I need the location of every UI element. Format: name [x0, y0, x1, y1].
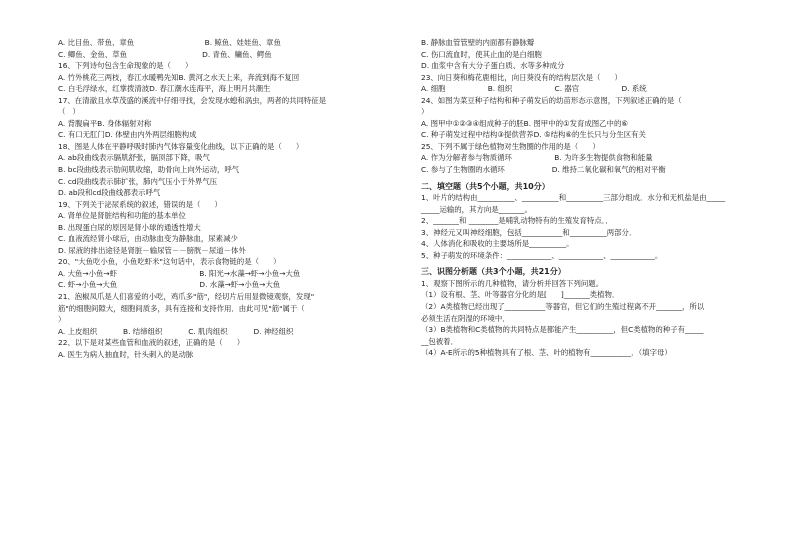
text-line: ）	[58, 315, 66, 325]
text-line: A. 大鱼→小鱼→虾 B. 阳光→水藻→虾→小鱼→大鱼	[58, 268, 301, 278]
text-line: D. ab段和cd段曲线都表示呼气	[58, 188, 161, 198]
text-line: C. 白毛浮绿水，红掌拨清波D. 春江潮水连海平，海上明月共潮生	[58, 84, 271, 94]
text-line: A. 细胞 B. 组织 C. 器官 D. 系统	[421, 84, 647, 94]
question-19: 19、下列关于泌尿系统的叙述，错误的是（ ）	[58, 199, 222, 209]
text-line: C. 有口无肛门D. 体壁由内外两层细胞构成	[58, 130, 197, 140]
text-line: C. 种子萌发过程中结构③提供营养D. ⑤结构⑥的生长只与分生区有关	[421, 130, 646, 140]
fill-item: _____运输的，其方向是_______。	[421, 204, 532, 214]
text-line: C. 参与了生物圈的水循环 D. 维持二氧化碳和氧气的相对平衡	[421, 165, 666, 175]
section-heading-diagram: 三、识图分析题（共3个小题，共21分）	[421, 267, 566, 277]
question-20: 20、"大鱼吃小鱼，小鱼吃虾米"这句话中，表示食物链的是（ ）	[58, 257, 281, 267]
fill-item: 3、神经元又叫神经细胞，包括___________和__________两部分．	[421, 227, 637, 237]
text-line: C. 虾→小鱼→大鱼 D. 水藻→虾→小鱼→大鱼	[58, 280, 281, 290]
section-heading-fill: 二、填空题（共5个小题，共10分）	[421, 181, 550, 191]
diagram-item: 1、观察下图所示的几种植物，请分析并回答下列问题。	[421, 278, 604, 288]
text-line: A. 图甲中①②③④组成种子的胚B. 图甲中的①发育成图乙中的⑥	[421, 118, 628, 128]
text-line: A. ab段曲线表示膈肌舒张，膈顶部下降，吸气	[58, 153, 210, 163]
text-line: A. 背腹扁平B. 身体辐射对称	[58, 118, 152, 128]
diagram-item: 必须生活在阴湿的环境中．	[421, 313, 510, 323]
right-column	[421, 37, 771, 359]
diagram-item: （3）B类植物和C类植物的共同特点是都能产生__________，但C类植物的种子有_____	[421, 325, 704, 335]
question-24: 24、如图为菜豆种子结构和种子萌发后的幼苗形态示意图，下列叙述正确的是（	[421, 95, 682, 105]
diagram-item: （1）设有根、茎、叶等器官分化的是[ ]_______类植物．	[421, 290, 620, 300]
text-line: A. 比目鱼、带鱼、章鱼 B. 鲸鱼、娃娃鱼、章鱼	[58, 38, 281, 47]
diagram-item: （4）A-E所示的5种植物具有了根、茎、叶的植物有___________．（填字母）	[421, 348, 672, 358]
text-line: A. 作为分解者参与物质循环 B. 为许多生物提供食物和能量	[421, 153, 653, 163]
fill-item: 2、_______和 ________是哺乳动物特有的生殖发育特点．．	[421, 216, 613, 226]
question-22: 22、以下是对某些血管和血液的叙述，正确的是（ ）	[58, 338, 245, 348]
question-21: 21、泡椒凤爪是人们喜爱的小吃，鸡爪多"筋"，经切片后用显微镜观察，发现"	[58, 292, 315, 302]
question-23: 23、向日葵和梅花鹿相比，向日葵没有的结构层次是（ ）	[421, 72, 622, 82]
text-line: （ ）	[58, 107, 80, 117]
fill-item: 5、种子萌发的环境条件：____________、____________、____________。	[421, 250, 663, 260]
question-17: 17、在清澈且水草茂盛的溪流中仔细寻找，会发现水螅和涡虫，两者的共同特征是	[58, 95, 327, 105]
text-line: C. 伤口流血时，使其止血的是白细胞	[421, 49, 542, 59]
question-18: 18、图是人体在平静呼吸时肺内气体容量变化曲线，以下正确的是（ ）	[58, 141, 304, 151]
text-line: B. bc段曲线表示肋间肌收缩，助骨向上向外运动，呼气	[58, 165, 240, 175]
text-line: D. 尿液的排出途径是肾脏－输尿管－－膀胱－尿道－体外	[58, 245, 246, 255]
text-line: C. 血液流经肾小球后，由动脉血变为静脉血，尿素减少	[58, 234, 238, 244]
text-line: B. 静脉血管管壁的内面都有静脉瓣	[421, 38, 535, 47]
question-16: 16、下列诗句包含生命现象的是（ ）	[58, 61, 193, 71]
text-line: C. 鲫鱼、金鱼、草鱼 D. 青鱼、鳙鱼、鳄鱼	[58, 49, 272, 59]
text-line: A. 竹外桃花三两枝，春江水暖鸭先知B. 黄河之水天上来，奔流到海不复回	[58, 72, 300, 82]
text-line: B. 出现蛋白尿的原因是肾小球的通透性增大	[58, 222, 201, 232]
diagram-item: __包被着．	[421, 336, 458, 346]
text-line: D. 血浆中含有大分子蛋白质、水等多种成分	[421, 61, 565, 71]
text-line: A. 肾单位是肾脏结构和功能的基本单位	[58, 211, 186, 221]
question-25: 25、下列不属于绿色植物对生物圈的作用的是（ ）	[421, 141, 600, 151]
left-column	[58, 37, 403, 360]
text-line: C. cd段曲线表示肺扩张，肺内气压小于外界气压	[58, 176, 218, 186]
fill-item: 1、叶片的结构由__________、__________和__________三部分组成．水分和无机盐是由_____	[421, 193, 726, 203]
text-line: A. 上皮组织 B. 结缔组织 C. 肌肉组织 D. 神经组织	[58, 326, 294, 336]
text-line: 筋"的细胞间隙大，细胞间质多，具有连接和支持作用．由此可见"筋"属于（	[58, 303, 305, 313]
text-line: ）	[421, 107, 429, 117]
fill-item: 4、人体消化和吸收的主要场所是__________。	[421, 239, 574, 249]
text-line: A. 医生为病人抽血时，针头刺入的是动脉	[58, 349, 194, 359]
diagram-item: （2）A类植物已经出现了___________等器官，但它们的生殖过程离不开_______，所以	[421, 302, 705, 312]
